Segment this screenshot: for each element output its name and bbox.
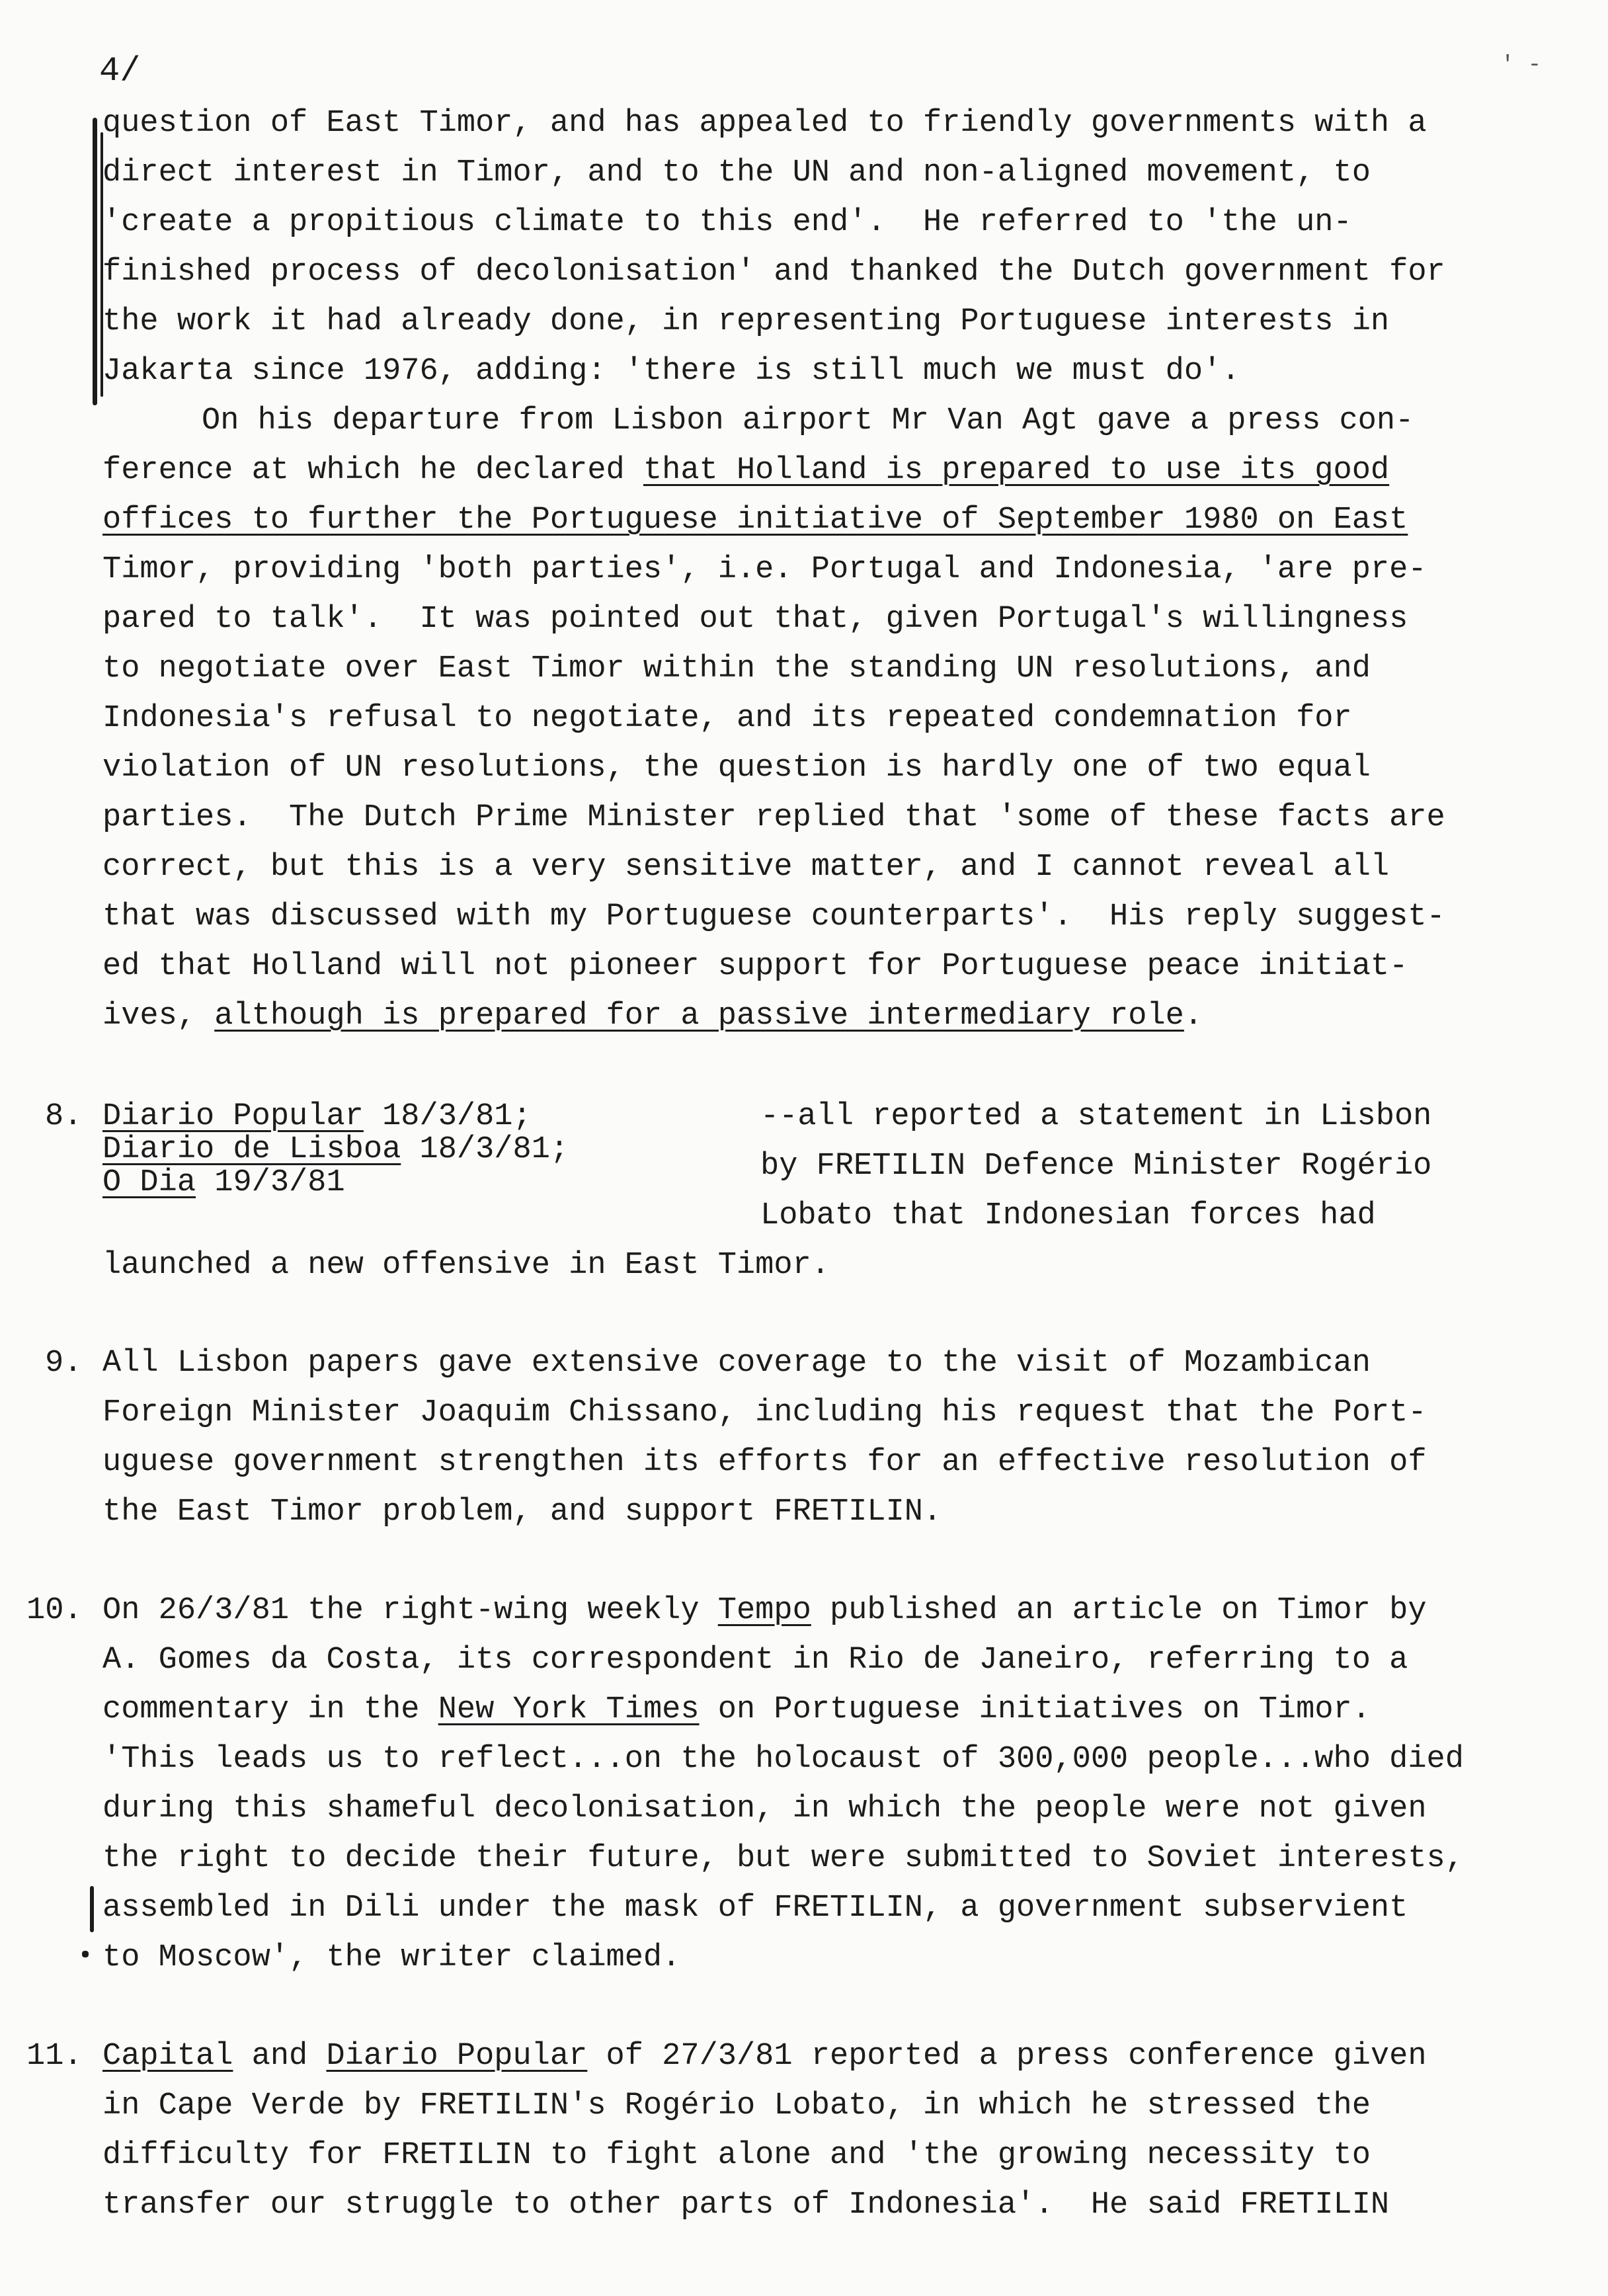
text-segment: and: [233, 2039, 327, 2074]
text-line: pared to talk'. It was pointed out that, given Portugal's willingness: [102, 602, 1408, 637]
text-line: [102, 446, 1389, 495]
text-line: Foreign Minister Joaquim Chissano, including his request that the Port-: [102, 1395, 1427, 1430]
text-line: the work it had already done, in representing Portuguese interests in: [102, 304, 1390, 339]
item-number: 10.: [26, 1593, 83, 1628]
text-line: question of East Timor, and has appealed to friendly governments with a: [102, 106, 1427, 141]
text-line: that was discussed with my Portuguese counterparts'. His reply suggest-: [102, 899, 1445, 934]
paper-name: O Dia: [102, 1165, 196, 1200]
text-line: direct interest in Timor, and to the UN and non-aligned movement, to: [102, 155, 1371, 190]
text-segment: published an article on Timor by: [811, 1593, 1427, 1628]
text-line: [102, 992, 1203, 1041]
text-line: ed that Holland will not pioneer support for Portuguese peace initiat-: [102, 949, 1408, 984]
source-citation: [102, 1133, 569, 1167]
citation-date: 18/3/81;: [363, 1099, 532, 1134]
paper-name: Diario Popular: [326, 2039, 588, 2074]
text-segment: On 26/3/81 the right-wing weekly: [102, 1593, 718, 1628]
text-line: All Lisbon papers gave extensive coverage to the visit of Mozambican: [102, 1346, 1371, 1381]
text-segment: .: [1184, 999, 1203, 1034]
text-line: launched a new offensive in East Timor.: [102, 1248, 830, 1283]
text-line: 'This leads us to reflect...on the holocaust of 300,000 people...who died: [102, 1742, 1464, 1777]
text-line: the East Timor problem, and support FRETILIN.: [102, 1495, 942, 1530]
corner-mark: ' -: [1501, 53, 1542, 78]
text-line: by FRETILIN Defence Minister Rogério: [760, 1149, 1432, 1184]
text-segment: commentary in the: [102, 1692, 438, 1727]
item-number: 9.: [45, 1346, 83, 1381]
text-line: [102, 2032, 1427, 2081]
text-segment: of 27/3/81 reported a press conference given: [587, 2039, 1427, 2074]
text-line: difficulty for FRETILIN to fight alone and 'the growing necessity to: [102, 2138, 1371, 2173]
text-line: to Moscow', the writer claimed.: [102, 1940, 681, 1975]
text-line: Timor, providing 'both parties', i.e. Portugal and Indonesia, 'are pre-: [102, 552, 1427, 587]
margin-mark: [90, 1886, 94, 1932]
citation-date: 19/3/81: [196, 1165, 345, 1200]
text-line: [102, 496, 1408, 545]
source-citation: [102, 1166, 345, 1200]
item-number: 11.: [26, 2039, 83, 2074]
text-segment: ives,: [102, 999, 215, 1034]
paper-name: Diario de Lisboa: [102, 1132, 401, 1167]
text-line: Lobato that Indonesian forces had: [760, 1198, 1376, 1233]
text-line: Indonesia's refusal to negotiate, and its repeated condemnation for: [102, 701, 1352, 736]
item-number: 8.: [45, 1099, 83, 1134]
text-line: On his departure from Lisbon airport Mr Van Agt gave a press con-: [202, 403, 1414, 438]
text-line: --all reported a statement in Lisbon: [760, 1099, 1432, 1134]
margin-bracket: [93, 118, 97, 405]
underlined-text: although is prepared for a passive intermediary role: [214, 999, 1184, 1034]
source-citation: [102, 1100, 532, 1134]
text-line: [102, 1586, 1427, 1635]
paper-name: Tempo: [717, 1593, 811, 1628]
text-line: A. Gomes da Costa, its correspondent in Rio de Janeiro, referring to a: [102, 1643, 1408, 1678]
margin-dot: [82, 1951, 89, 1957]
paper-name: Capital: [102, 2039, 233, 2074]
text-segment: on Portuguese initiatives on Timor.: [699, 1692, 1371, 1727]
text-line: during this shameful decolonisation, in which the people were not given: [102, 1791, 1427, 1826]
text-line: parties. The Dutch Prime Minister replied that 'some of these facts are: [102, 800, 1445, 835]
text-line: violation of UN resolutions, the question is hardly one of two equal: [102, 751, 1371, 786]
text-line: 'create a propitious climate to this end'. He referred to 'the un-: [102, 205, 1352, 240]
text-line: [102, 1686, 1371, 1735]
text-line: correct, but this is a very sensitive matter, and I cannot reveal all: [102, 850, 1390, 885]
underlined-text: that Holland is prepared to use its good: [643, 453, 1390, 488]
text-line: Jakarta since 1976, adding: 'there is still much we must do'.: [102, 354, 1240, 389]
text-line: uguese government strengthen its efforts for an effective resolution of: [102, 1445, 1427, 1480]
paper-name: Diario Popular: [102, 1099, 364, 1134]
paper-name: New York Times: [438, 1692, 700, 1727]
citation-date: 18/3/81;: [401, 1132, 569, 1167]
text-segment: ference at which he declared: [102, 453, 643, 488]
text-line: finished process of decolonisation' and thanked the Dutch government for: [102, 255, 1445, 290]
text-line: assembled in Dili under the mask of FRETILIN, a government subservient: [102, 1891, 1408, 1926]
text-line: to negotiate over East Timor within the standing UN resolutions, and: [102, 651, 1371, 686]
text-line: the right to decide their future, but were submitted to Soviet interests,: [102, 1841, 1464, 1876]
text-line: transfer our struggle to other parts of Indonesia'. He said FRETILIN: [102, 2188, 1390, 2223]
page-number: 4/: [99, 52, 141, 91]
underlined-text: offices to further the Portuguese initiative of September 1980 on East: [102, 503, 1408, 538]
text-line: in Cape Verde by FRETILIN's Rogério Lobato, in which he stressed the: [102, 2088, 1371, 2123]
